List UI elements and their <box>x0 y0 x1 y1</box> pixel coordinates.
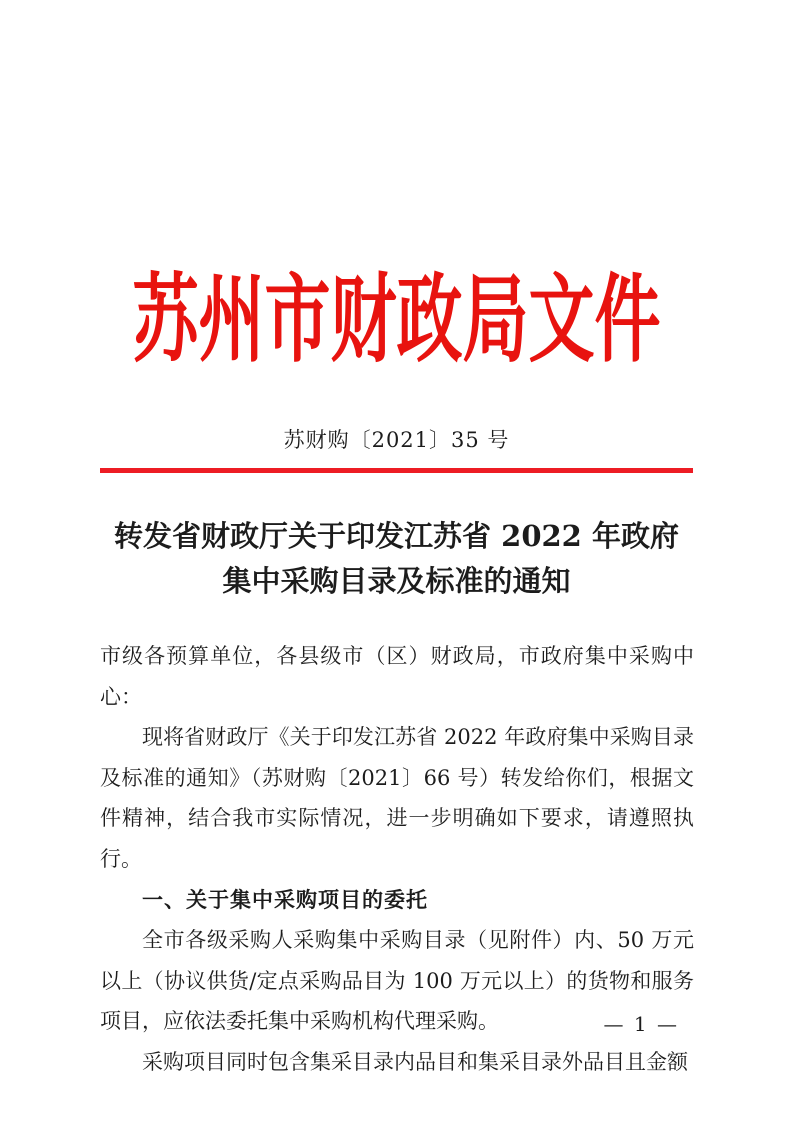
document-title-line-1: 转发省财政厅关于印发江苏省 2022 年政府 <box>114 519 679 553</box>
agency-header-title: 苏州市财政局文件 <box>132 262 661 376</box>
paragraph-forward-notice: 现将省财政厅《关于印发江苏省 2022 年政府集中采购目录及标准的通知》（苏财购〔2021〕66 号）转发给你们，根据文件精神，结合我市实际情况，进一步明确如下要求，请遵照执行。 <box>100 725 694 871</box>
paragraph-mixed-catalog-partial: 采购项目同时包含集采目录内品目和集采目录外品目且金额 <box>142 1049 688 1074</box>
document-title <box>60 514 733 604</box>
document-number: 苏财购〔2021〕35 号 <box>283 428 510 452</box>
page-number: — 1 — <box>603 1012 679 1036</box>
paragraph-procurement-scope: 全市各级采购人采购集中采购目录（见附件）内、50 万元以上（协议供货/定点采购品目为 100 万元以上）的货物和服务项目，应依法委托集中采购机构代理采购。 <box>100 928 694 1034</box>
salutation-line: 市级各预算单位，各县级市（区）财政局，市政府集中采购中心： <box>100 644 694 709</box>
red-divider <box>100 468 693 473</box>
document-title-line-2: 集中采购目录及标准的通知 <box>222 564 571 598</box>
section-heading-1: 一、关于集中采购项目的委托 <box>142 887 428 912</box>
